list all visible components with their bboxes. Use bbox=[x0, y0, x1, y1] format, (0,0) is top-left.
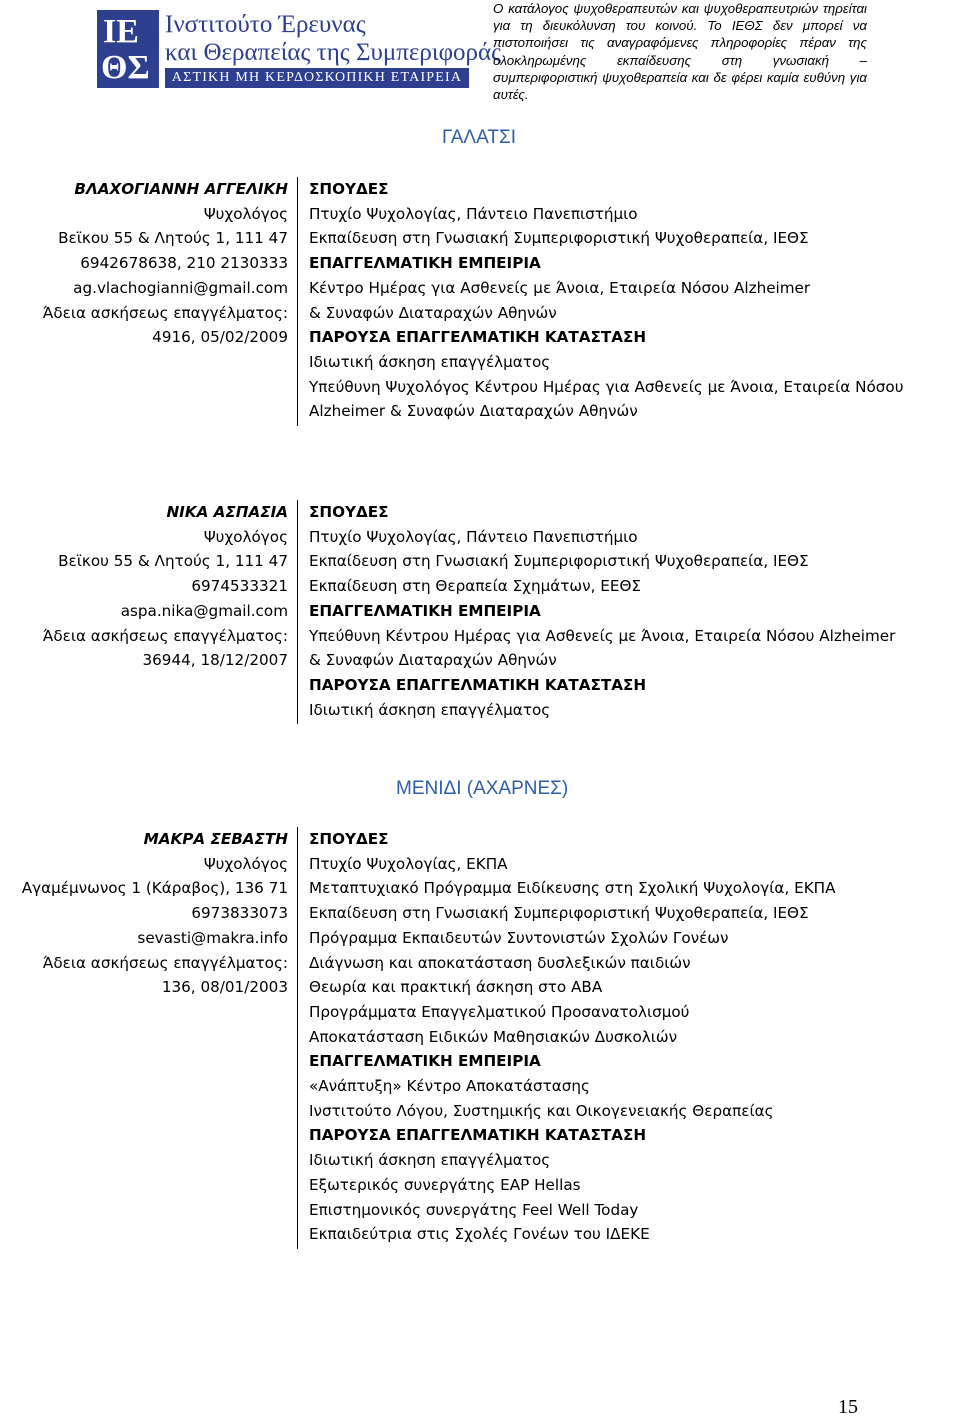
person-phone: 6973833073 bbox=[191, 904, 288, 923]
person-role: Ψυχολόγος bbox=[203, 854, 288, 873]
details-line: Εκπαιδεύτρια στις Σχολές Γονέων του ΙΔΕΚΕ bbox=[309, 1225, 650, 1244]
institute-logo bbox=[97, 10, 501, 88]
details-line: Εκπαίδευση στη Γνωσιακή Συμπεριφοριστική Ψυχοθεραπεία, ΙΕΘΣ bbox=[309, 552, 809, 571]
details-line: Θεωρία και πρακτική άσκηση στο ΑΒΑ bbox=[309, 978, 603, 997]
details-line: Πτυχίο Ψυχολογίας, ΕΚΠΑ bbox=[309, 854, 508, 873]
person-phone: 6942678638, 210 2130333 bbox=[80, 254, 288, 273]
details-column bbox=[309, 177, 960, 424]
details-heading: ΣΠΟΥΔΕΣ bbox=[309, 180, 389, 198]
details-line: Πρόγραμμα Εκπαιδευτών Συντονιστών Σχολών Γονέων bbox=[309, 928, 729, 947]
person-email[interactable]: aspa.nika@gmail.com bbox=[120, 601, 288, 620]
license-number: 36944, 18/12/2007 bbox=[142, 651, 288, 670]
logo-mark-top: ΙΕ bbox=[103, 13, 139, 50]
license-number: 136, 08/01/2003 bbox=[161, 978, 288, 997]
details-line: Ιδιωτική άσκηση επαγγέλματος bbox=[309, 700, 551, 719]
details-line: «Ανάπτυξη» Κέντρο Αποκατάστασης bbox=[309, 1077, 590, 1096]
page-number: 15 bbox=[838, 1396, 858, 1418]
column-divider bbox=[297, 500, 298, 724]
logo-mark bbox=[97, 10, 159, 88]
details-line: Πτυχίο Ψυχολογίας, Πάντειο Πανεπιστήμιο bbox=[309, 204, 638, 223]
person-address: Βεϊκου 55 & Λητούς 1, 111 47 bbox=[58, 552, 288, 571]
details-line: Υπεύθυνη Κέντρου Ημέρας για Ασθενείς με Άνοια, Εταιρεία Νόσου Alzheimer bbox=[309, 626, 896, 645]
logo-mark-bottom: ΘΣ bbox=[101, 49, 150, 86]
details-line: Εκπαίδευση στη Γνωσιακή Συμπεριφοριστική Ψυχοθεραπεία, ΙΕΘΣ bbox=[309, 229, 809, 248]
details-heading: ΠΑΡΟΥΣΑ ΕΠΑΓΓΕΛΜΑΤΙΚΗ ΚΑΤΑΣΤΑΣΗ bbox=[309, 328, 647, 347]
person-address: Βεϊκου 55 & Λητούς 1, 111 47 bbox=[58, 229, 288, 248]
details-column bbox=[309, 500, 960, 722]
details-line: Προγράμματα Επαγγελματικού Προσανατολισμού bbox=[309, 1002, 690, 1021]
person-name: ΒΛΑΧΟΓΙΑΝΝΗ ΑΓΓΕΛΙΚΗ bbox=[74, 180, 288, 198]
section-title-galatsi: ΓΑΛΑΤΣΙ bbox=[442, 127, 516, 148]
details-line: Εκπαίδευση στη Γνωσιακή Συμπεριφοριστική Ψυχοθεραπεία, ΙΕΘΣ bbox=[309, 904, 809, 923]
details-line: & Συναφών Διαταραχών Αθηνών bbox=[309, 651, 557, 670]
person-email[interactable]: ag.vlachogianni@gmail.com bbox=[73, 278, 288, 297]
license-number: 4916, 05/02/2009 bbox=[152, 328, 288, 347]
details-line: Μεταπτυχιακό Πρόγραμμα Ειδίκευσης στη Σχολική Ψυχολογία, ΕΚΠΑ bbox=[309, 879, 836, 898]
person-name: ΜΑΚΡΑ ΣΕΒΑΣΤΗ bbox=[143, 830, 288, 848]
details-heading: ΣΠΟΥΔΕΣ bbox=[309, 503, 389, 521]
details-line: Διάγνωση και αποκατάσταση δυσλεξικών παιδιών bbox=[309, 953, 691, 972]
details-line: Ιδιωτική άσκηση επαγγέλματος bbox=[309, 352, 551, 371]
details-heading: ΠΑΡΟΥΣΑ ΕΠΑΓΓΕΛΜΑΤΙΚΗ ΚΑΤΑΣΤΑΣΗ bbox=[309, 1126, 647, 1145]
details-column bbox=[309, 827, 960, 1247]
details-line: Πτυχίο Ψυχολογίας, Πάντειο Πανεπιστήμιο bbox=[309, 527, 638, 546]
contact-column bbox=[0, 500, 288, 673]
details-line: Alzheimer & Συναφών Διαταραχών Αθηνών bbox=[309, 402, 638, 421]
contact-column bbox=[0, 177, 288, 350]
license-label: Άδεια ασκήσεως επαγγέλματος: bbox=[42, 953, 288, 972]
details-line: Κέντρο Ημέρας για Ασθενείς με Άνοια, Εταιρεία Νόσου Alzheimer bbox=[309, 278, 811, 297]
section-title-menidi: ΜΕΝΙΔΙ (ΑΧΑΡΝΕΣ) bbox=[396, 778, 569, 799]
logo-title-line1: Ινστιτούτο Έρευνας bbox=[165, 11, 366, 38]
column-divider bbox=[297, 827, 298, 1249]
details-line: Ινστιτούτο Λόγου, Συστημικής και Οικογενειακής Θεραπείας bbox=[309, 1101, 774, 1120]
license-label: Άδεια ασκήσεως επαγγέλματος: bbox=[42, 303, 288, 322]
person-address: Αγαμέμνωνος 1 (Κάραβος), 136 71 bbox=[21, 879, 288, 898]
contact-column bbox=[0, 827, 288, 1000]
details-heading: ΕΠΑΓΓΕΛΜΑΤΙΚΗ ΕΜΠΕΙΡΙΑ bbox=[309, 254, 541, 273]
person-name: ΝΙΚΑ ΑΣΠΑΣΙΑ bbox=[166, 503, 288, 521]
details-heading: ΕΠΑΓΓΕΛΜΑΤΙΚΗ ΕΜΠΕΙΡΙΑ bbox=[309, 601, 541, 620]
column-divider bbox=[297, 177, 298, 426]
details-line: Εκπαίδευση στη Θεραπεία Σχημάτων, ΕΕΘΣ bbox=[309, 577, 641, 596]
person-role: Ψυχολόγος bbox=[203, 527, 288, 546]
details-line: Αποκατάσταση Ειδικών Μαθησιακών Δυσκολιών bbox=[309, 1027, 678, 1046]
details-line: Επιστημονικός συνεργάτης Feel Well Today bbox=[309, 1200, 639, 1219]
details-line: Εξωτερικός συνεργάτης EAP Hellas bbox=[309, 1175, 581, 1194]
details-line: Υπεύθυνη Ψυχολόγος Κέντρου Ημέρας για Ασθενείς με Άνοια, Εταιρεία Νόσου bbox=[309, 377, 904, 396]
details-line: Ιδιωτική άσκηση επαγγέλματος bbox=[309, 1151, 551, 1170]
details-heading: ΣΠΟΥΔΕΣ bbox=[309, 830, 389, 848]
person-role: Ψυχολόγος bbox=[203, 204, 288, 223]
logo-title-line2: και Θεραπείας της Συμπεριφοράς bbox=[165, 39, 501, 66]
logo-band: ΑΣΤΙΚΗ ΜΗ ΚΕΡΔΟΣΚΟΠΙΚΗ ΕΤΑΙΡΕΙΑ bbox=[165, 68, 469, 88]
details-heading: ΕΠΑΓΓΕΛΜΑΤΙΚΗ ΕΜΠΕΙΡΙΑ bbox=[309, 1052, 541, 1071]
person-phone: 6974533321 bbox=[191, 577, 288, 596]
details-line: & Συναφών Διαταραχών Αθηνών bbox=[309, 303, 557, 322]
person-email[interactable]: sevasti@makra.info bbox=[137, 928, 288, 947]
details-heading: ΠΑΡΟΥΣΑ ΕΠΑΓΓΕΛΜΑΤΙΚΗ ΚΑΤΑΣΤΑΣΗ bbox=[309, 675, 647, 694]
disclaimer-text: Ο κατάλογος ψυχοθεραπευτών και ψυχοθεραπευτριών τηρείται για τη διευκόλυνση του κοινού. Το ΙΕΘΣ δεν μπορεί να πιστοποιήσει τις αναγραφόμενες πληροφορίες πέραν της ολοκληρωμένης εκπαίδευσης στη γνωσιακή – συμπεριφοριστική ψυχοθεραπεία και δε φέρει καμία ευθύνη για αυτές. bbox=[493, 1, 867, 103]
license-label: Άδεια ασκήσεως επαγγέλματος: bbox=[42, 626, 288, 645]
